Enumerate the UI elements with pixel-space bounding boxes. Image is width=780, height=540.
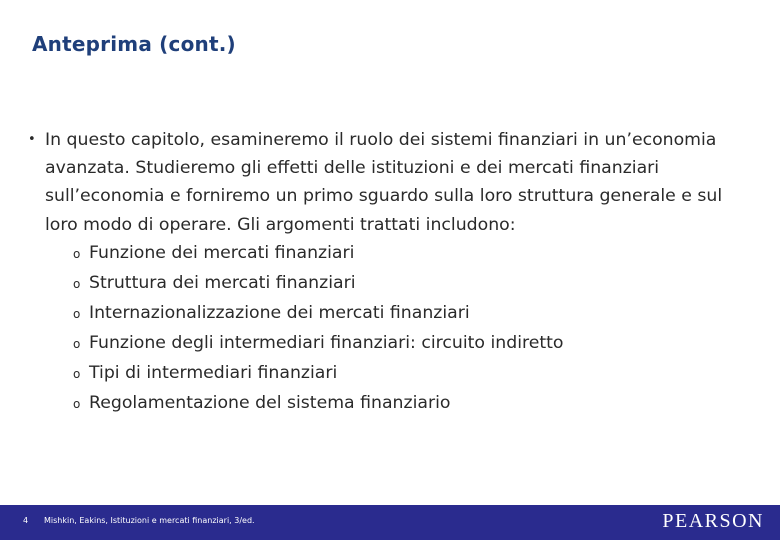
topic-label: Internazionalizzazione dei mercati finanziari bbox=[89, 302, 470, 323]
sub-bullet-icon: o bbox=[73, 246, 81, 261]
intro-paragraph bbox=[45, 126, 748, 419]
sub-bullet-icon: o bbox=[73, 366, 81, 381]
main-bullet bbox=[28, 126, 748, 419]
topics-list bbox=[45, 239, 748, 419]
topic-label: Funzione degli intermediari finanziari: circuito indiretto bbox=[89, 332, 564, 353]
topic-label: Regolamentazione del sistema finanziario bbox=[89, 392, 451, 413]
topic-label: Tipi di intermediari finanziari bbox=[89, 362, 338, 383]
slide-body bbox=[28, 126, 748, 419]
topic-label: Struttura dei mercati finanziari bbox=[89, 272, 356, 293]
sub-bullet-icon: o bbox=[73, 336, 81, 351]
list-item bbox=[45, 299, 748, 329]
footer-citation: Mishkin, Eakins, Istituzioni e mercati finanziari, 3/ed. bbox=[44, 516, 255, 525]
slide-title: Anteprima (cont.) bbox=[32, 32, 236, 56]
list-item bbox=[45, 329, 748, 359]
list-item bbox=[45, 359, 748, 389]
list-item bbox=[45, 239, 748, 269]
sub-bullet-icon: o bbox=[73, 306, 81, 321]
topic-label: Funzione dei mercati finanziari bbox=[89, 242, 355, 263]
sub-bullet-icon: o bbox=[73, 276, 81, 291]
sub-bullet-icon: o bbox=[73, 396, 81, 411]
bullet-icon: • bbox=[28, 132, 36, 147]
pearson-logo: PEARSON bbox=[662, 510, 764, 532]
list-item bbox=[45, 389, 748, 419]
intro-text: In questo capitolo, esamineremo il ruolo dei sistemi finanziari in un’economia avanzata. Studieremo gli effetti delle istituzioni e dei mercati finanziari sull’economia e forniremo un primo sguardo sulla loro struttura generale e sul loro modo di operare. Gli argomenti trattati includono: bbox=[45, 130, 723, 235]
page-number: 4 bbox=[23, 516, 29, 525]
footer-bar bbox=[0, 505, 780, 540]
list-item bbox=[45, 269, 748, 299]
